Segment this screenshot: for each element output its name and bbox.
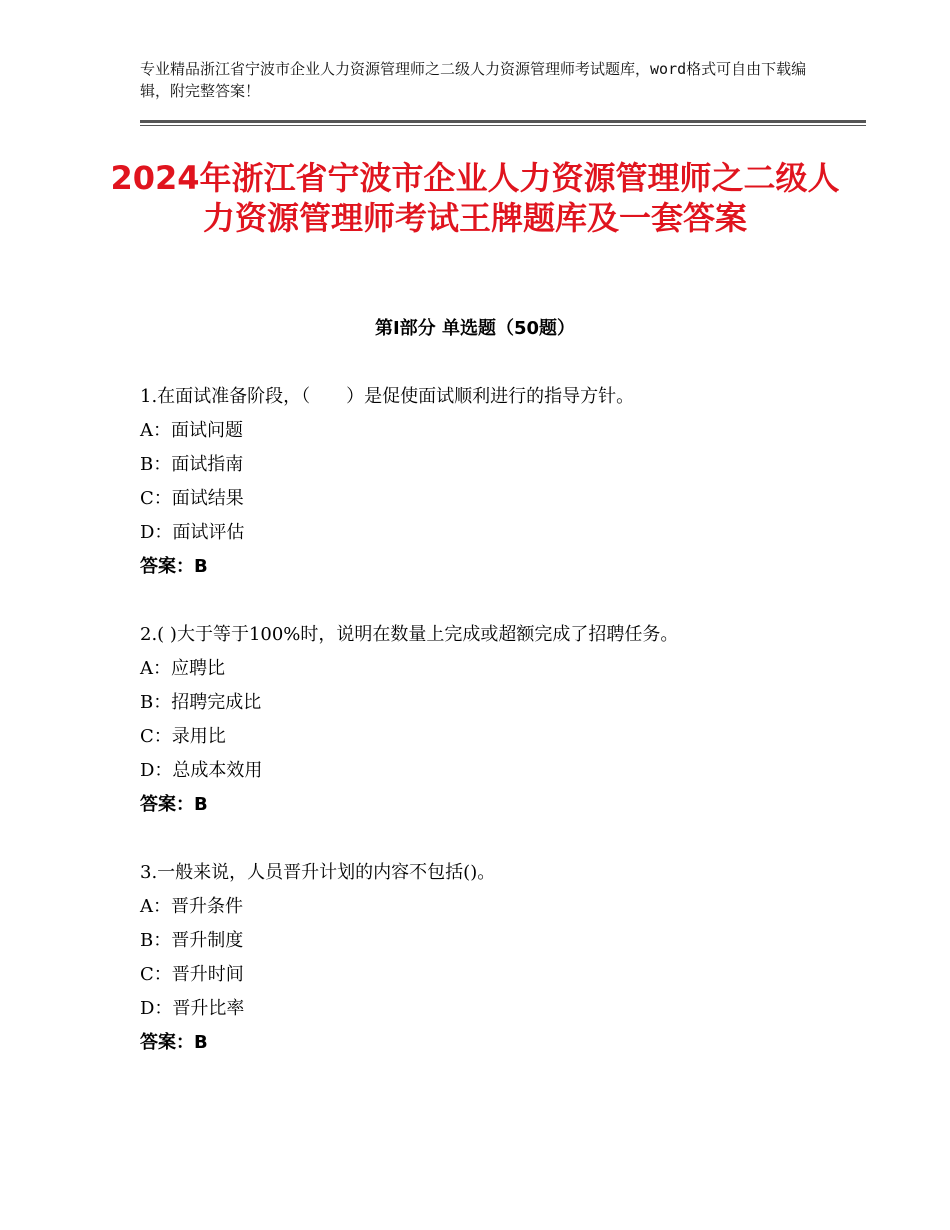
header-rule-thin — [140, 125, 866, 126]
question-stem: 1.在面试准备阶段，（ ）是促使面试顺利进行的指导方针。 — [140, 386, 635, 407]
answer: 答案：B — [140, 556, 208, 577]
option-b: B：晋升制度 — [140, 930, 244, 951]
question-list — [140, 380, 840, 1094]
question-1 — [140, 380, 840, 584]
question-stem: 2.( )大于等于100%时，说明在数量上完成或超额完成了招聘任务。 — [140, 624, 679, 645]
option-d: D：面试评估 — [140, 522, 245, 543]
option-b: B：招聘完成比 — [140, 692, 262, 713]
option-c: C：面试结果 — [140, 488, 244, 509]
option-d: D：晋升比率 — [140, 998, 245, 1019]
option-d: D：总成本效用 — [140, 760, 263, 781]
section-heading: 第Ⅰ部分 单选题（50题） — [374, 318, 575, 339]
option-a: A：面试问题 — [140, 420, 243, 441]
answer: 答案：B — [140, 1032, 208, 1053]
document-title: 2024年浙江省宁波市企业人力资源管理师之二级人力资源管理师考试王牌题库及一套答案 — [110, 159, 840, 237]
header-rule-thick — [140, 120, 866, 123]
option-c: C：晋升时间 — [140, 964, 244, 985]
question-3 — [140, 856, 840, 1060]
option-a: A：晋升条件 — [140, 896, 243, 917]
option-a: A：应聘比 — [140, 658, 225, 679]
header-note: 专业精品浙江省宁波市企业人力资源管理师之二级人力资源管理师考试题库，word格式可自由下载编辑，附完整答案！ — [140, 60, 807, 100]
option-c: C：录用比 — [140, 726, 226, 747]
question-stem: 3.一般来说，人员晋升计划的内容不包括()。 — [140, 862, 496, 883]
answer: 答案：B — [140, 794, 208, 815]
question-2 — [140, 618, 840, 822]
option-b: B：面试指南 — [140, 454, 244, 475]
